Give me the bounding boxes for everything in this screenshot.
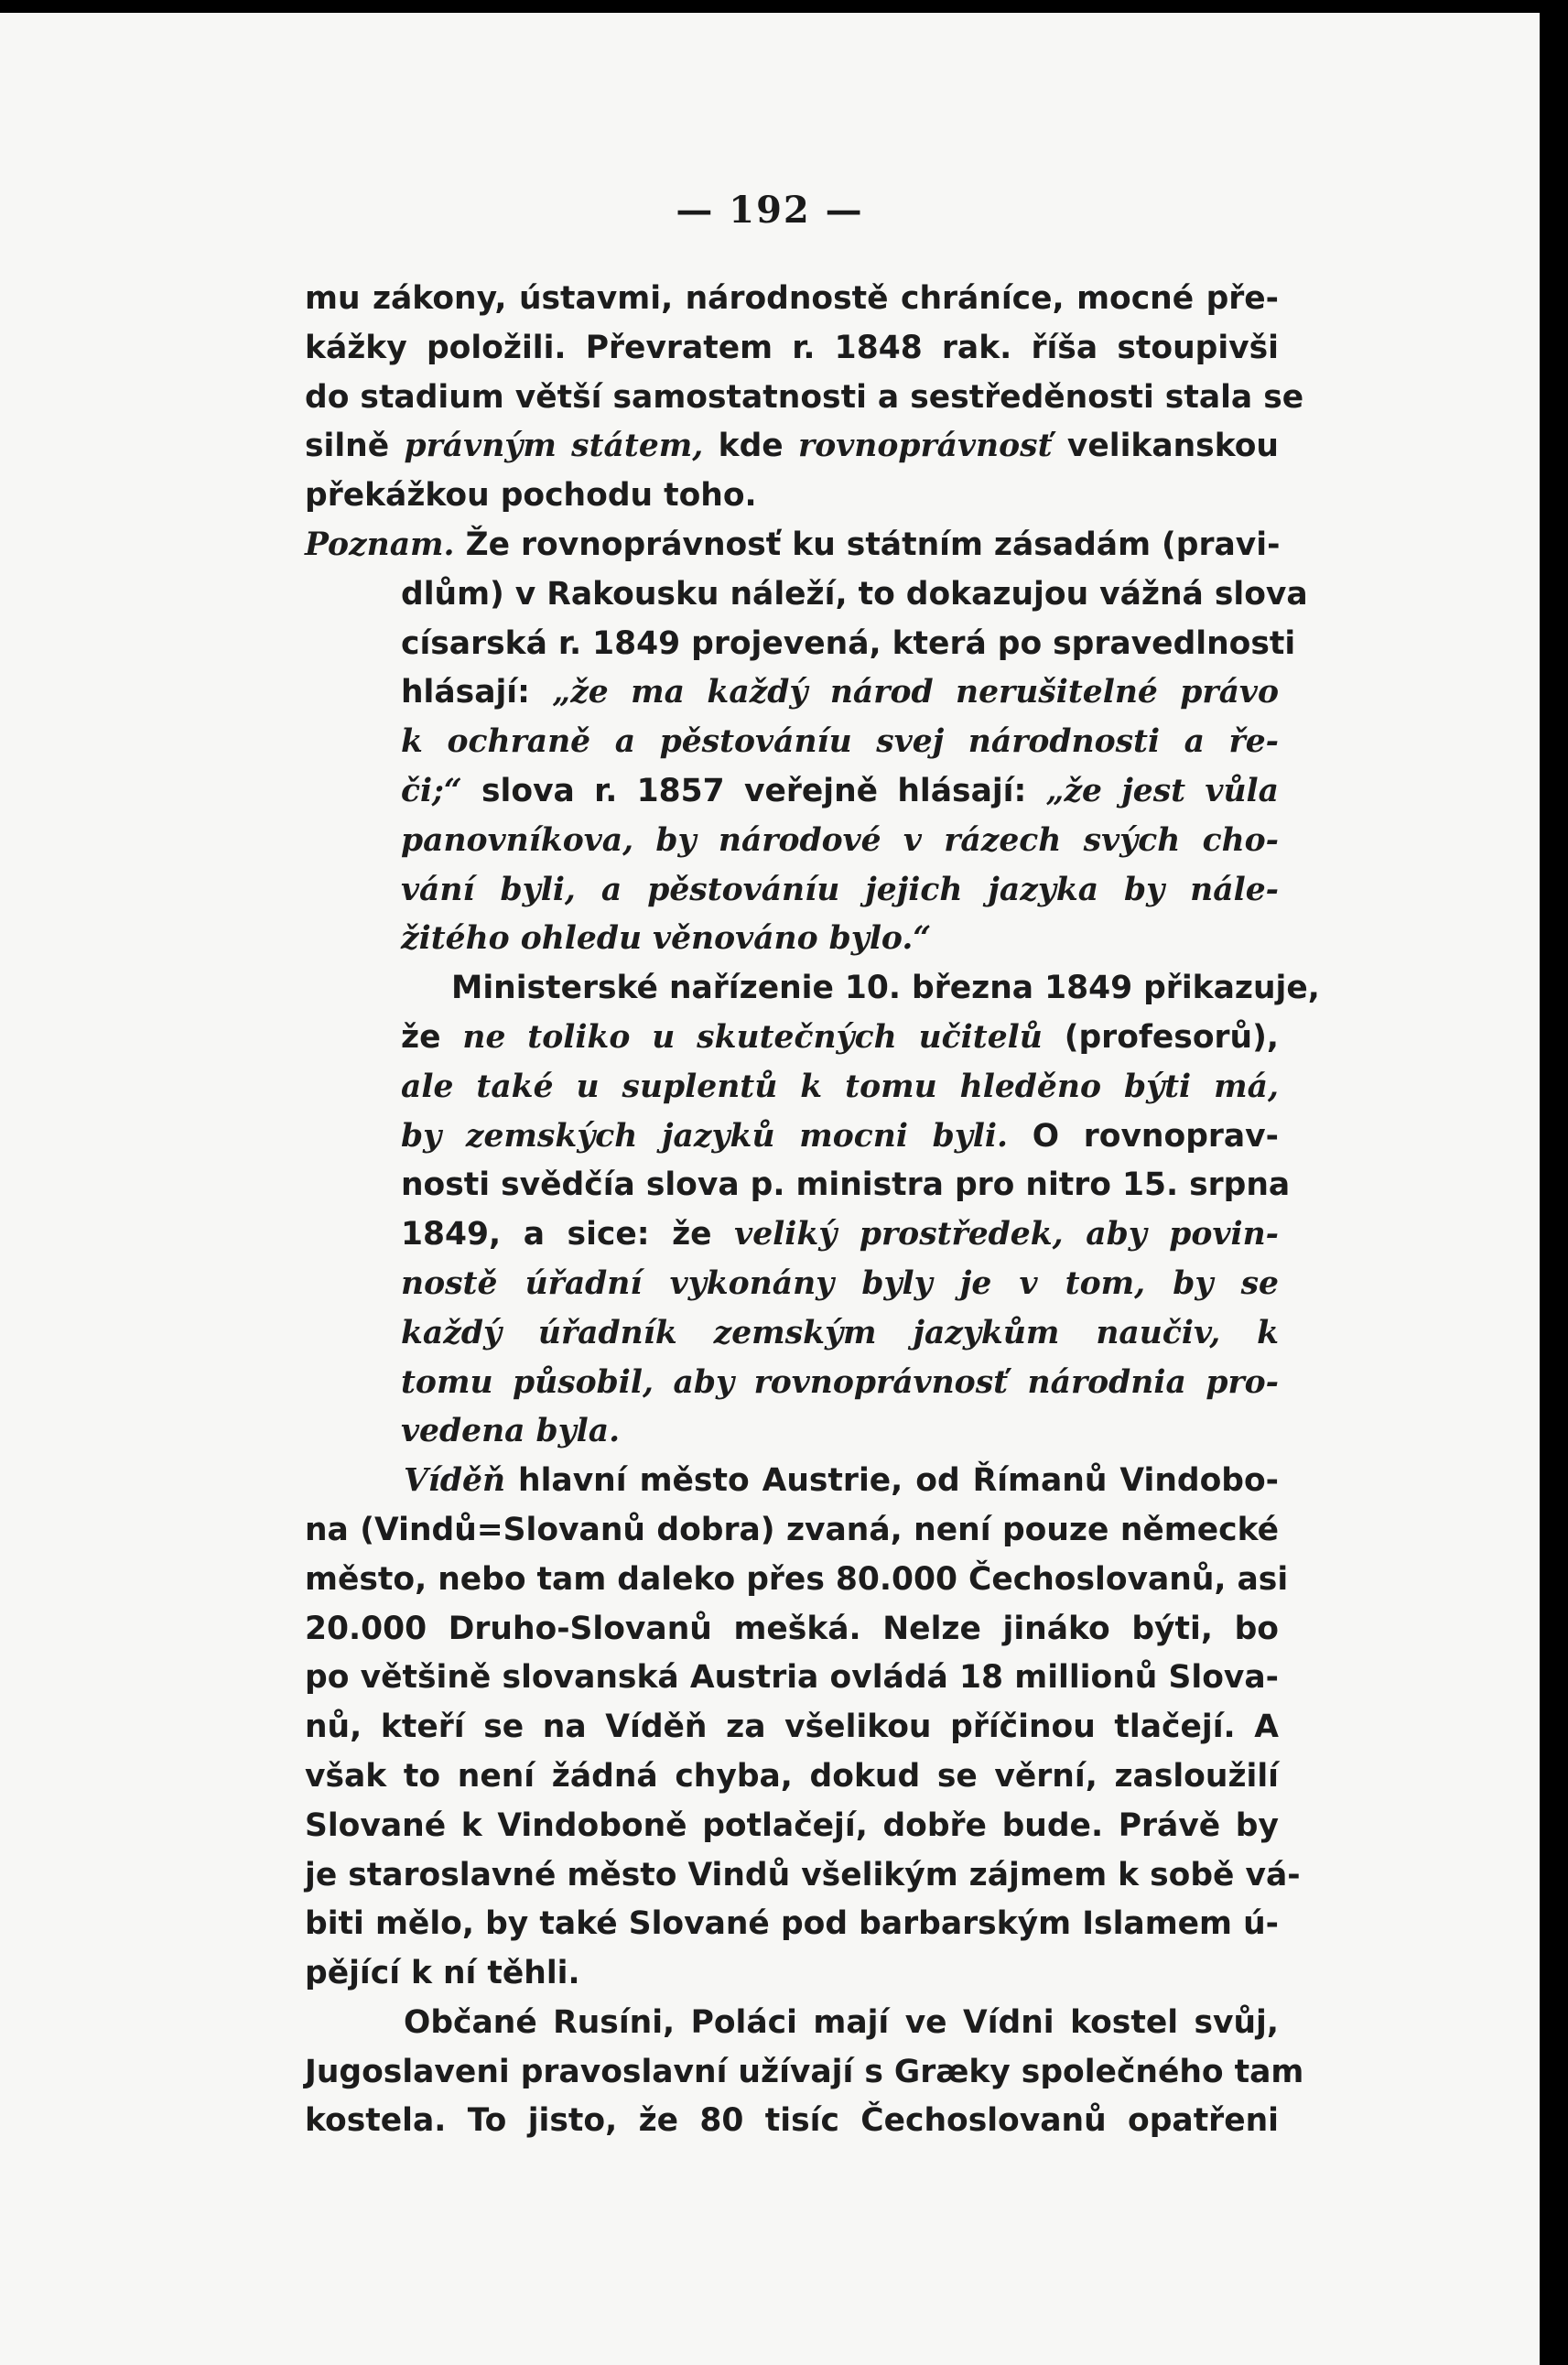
text-run: slova r. 1857 veřejně hlásají:	[461, 772, 1046, 809]
text-run: dlům) v Rakousku náleží, to dokazujou vážná slova	[401, 575, 1308, 613]
text-run: město, nebo tam daleko přes 80.000 Čechoslovanů, asi	[305, 1560, 1289, 1598]
italic-text: vedena byla.	[401, 1413, 621, 1450]
text-line	[305, 521, 1279, 570]
italic-text: nostě úřadní vykonány byly je v tom, by se	[401, 1264, 1279, 1302]
text-line	[305, 767, 1279, 817]
text-line	[305, 570, 1308, 620]
text-run: Ministerské nařízenie 10. března 1849 přikazuje,	[451, 970, 1320, 1007]
text-line	[305, 1900, 1279, 1949]
text-run: je staroslavné město Vindů všelikým zájmem k sobě vá-	[305, 1856, 1301, 1893]
text-line	[305, 1063, 1279, 1112]
text-run: že	[401, 1018, 463, 1056]
italic-text: by zemských jazyků mocni byli.	[401, 1117, 1009, 1155]
text-line	[305, 718, 1279, 767]
italic-text: či;“	[401, 772, 462, 809]
text-run: kostela. To jisto, že 80 tisíc Čechoslovanů opatřeni	[305, 2102, 1279, 2140]
text-line	[305, 374, 1304, 423]
scan-border-right	[1540, 0, 1568, 2365]
text-line	[305, 2097, 1279, 2146]
italic-text: „že jest vůla	[1045, 772, 1280, 809]
text-line	[305, 668, 1279, 718]
italic-text: rovnoprávnosť	[798, 428, 1053, 465]
text-run: velikanskou	[1052, 428, 1279, 465]
text-run: Jugoslaveni pravoslavní užívají s Græky společného tam	[305, 2053, 1304, 2090]
text-run: 20.000 Druho-Slovanů mešká. Nelze jináko býti, bo	[305, 1610, 1279, 1647]
text-line	[305, 472, 1279, 521]
text-run: hlavní město Austrie, od Římanů Vindobo-	[505, 1462, 1279, 1500]
text-line	[305, 1556, 1289, 1605]
text-line	[305, 1802, 1279, 1851]
text-line	[305, 1260, 1279, 1309]
text-run: biti mělo, by také Slované pod barbarským Islamem ú-	[305, 1905, 1279, 1943]
text-run: nosti svědčía slova p. ministra pro nitro 15. srpna	[401, 1166, 1291, 1204]
text-line	[305, 1112, 1279, 1162]
text-line	[305, 964, 1320, 1014]
text-line	[305, 866, 1279, 916]
italic-text: k ochraně a pěstováníu svej národnosti a ře-	[401, 723, 1279, 761]
text-line	[305, 915, 1279, 964]
text-run: Občané Rusíni, Poláci mají ve Vídni kostel svůj,	[404, 2003, 1279, 2041]
italic-text: tomu působil, aby rovnoprávnosť národnia pro-	[401, 1363, 1279, 1401]
text-line	[305, 2048, 1304, 2098]
text-run: mu zákony, ústavmi, národnostě chráníce, mocné pře-	[305, 280, 1279, 317]
text-run: hlásají:	[401, 674, 553, 711]
text-run: však to není žádná chyba, dokud se věrní, zasloužilí	[305, 1757, 1279, 1795]
text-run: silně	[305, 428, 405, 465]
italic-text: „že ma každý národ nerušitelné právo	[552, 674, 1279, 711]
italic-text: ale také u suplentů k tomu hleděno býti má,	[401, 1068, 1279, 1105]
text-line	[305, 1014, 1279, 1063]
text-run: císarská r. 1849 projevená, která po spravedlnosti	[401, 624, 1296, 662]
text-line	[305, 1506, 1279, 1556]
text-line	[305, 1309, 1279, 1359]
text-run: po většině slovanská Austria ovládá 18 millionů Slova-	[305, 1659, 1279, 1697]
italic-text: ne toliko u skutečných učitelů	[462, 1018, 1043, 1056]
text-line	[305, 1407, 1279, 1457]
text-line	[305, 1605, 1279, 1654]
text-line	[305, 1654, 1279, 1703]
scan-border-top	[0, 0, 1540, 13]
text-line	[305, 1161, 1291, 1210]
text-run: kde	[703, 428, 799, 465]
italic-text: právným státem,	[404, 428, 704, 465]
text-line	[305, 422, 1279, 472]
text-line	[305, 1851, 1301, 1901]
text-run: do stadium větší samostatnosti a sestředěnosti stala se	[305, 378, 1304, 416]
text-line	[305, 324, 1279, 374]
text-line	[305, 275, 1279, 324]
text-run: Že rovnoprávnosť ku státním zásadám (pravi-	[454, 526, 1281, 563]
text-run: nů, kteří se na Víděň za všelikou příčinou tlačejí. A	[305, 1709, 1279, 1746]
text-line	[305, 1703, 1279, 1752]
text-run: překážkou pochodu toho.	[305, 477, 757, 515]
text-line	[305, 1359, 1279, 1408]
text-line	[305, 620, 1296, 669]
text-run: Slované k Vindoboně potlačejí, dobře bude. Právě by	[305, 1806, 1279, 1844]
text-line	[305, 1457, 1279, 1506]
body-text	[305, 275, 1320, 2146]
italic-text: Poznam.	[305, 526, 455, 563]
italic-text: vání byli, a pěstováníu jejich jazyka by nále-	[401, 871, 1279, 908]
text-run: kážky položili. Převratem r. 1848 rak. říša stoupivši	[305, 329, 1279, 366]
text-run: (profesorů),	[1042, 1018, 1279, 1056]
text-run: na (Vindů=Slovanů dobra) zvaná, není pouze německé	[305, 1511, 1279, 1548]
italic-text: panovníkova, by národové v rázech svých cho-	[401, 821, 1279, 859]
text-line	[305, 1210, 1279, 1260]
text-run: 1849, a sice: že	[401, 1216, 735, 1253]
text-line	[305, 1999, 1279, 2048]
page-number: — 192 —	[676, 189, 864, 232]
italic-text: Víděň	[404, 1462, 506, 1500]
italic-text: veliký prostředek, aby povin-	[734, 1216, 1279, 1253]
text-line	[305, 1949, 1279, 1999]
italic-text: každý úřadník zemským jazykům naučiv, k	[401, 1314, 1279, 1351]
text-run: O rovnoprav-	[1008, 1117, 1279, 1155]
text-line	[305, 1752, 1279, 1802]
italic-text: žitého ohledu věnováno bylo.“	[401, 920, 932, 958]
text-run: pějící k ní těhli.	[305, 1955, 580, 1992]
text-line	[305, 817, 1279, 866]
